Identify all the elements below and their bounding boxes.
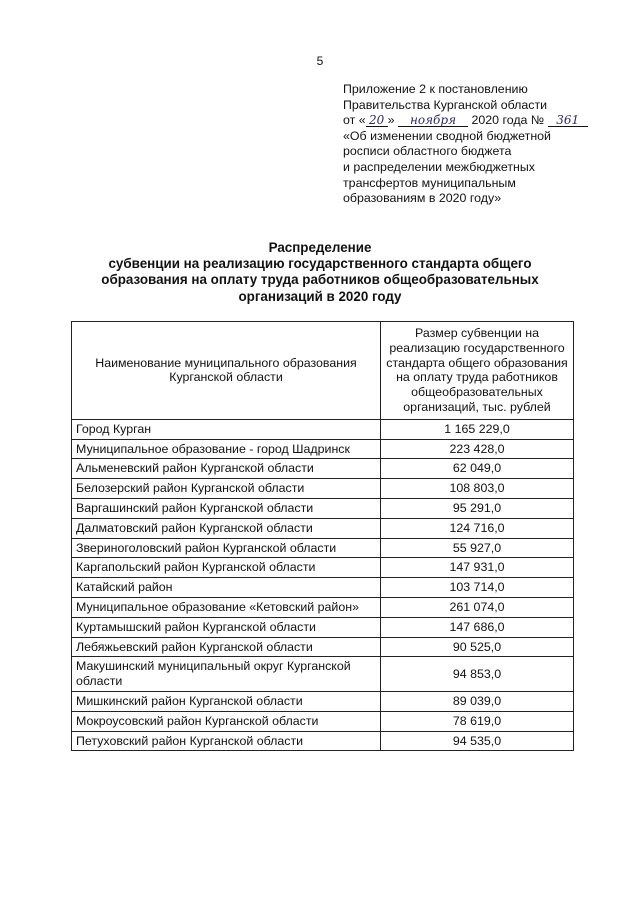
subsidy-amount: 55 927,0: [381, 538, 574, 558]
subsidy-amount: 90 525,0: [381, 637, 574, 657]
table-row: [72, 498, 574, 518]
subsidy-amount: 94 535,0: [381, 731, 574, 751]
municipality-name: Мокроусовский район Курганской области: [72, 711, 381, 731]
subsidy-amount: 223 428,0: [381, 439, 574, 459]
subsidy-amount: 89 039,0: [381, 691, 574, 711]
appendix-date-line: [343, 113, 633, 129]
date-quote-close: »: [387, 113, 395, 128]
year-text: 2020 года №: [471, 113, 545, 128]
table-row: [72, 558, 574, 578]
appendix-line-4: «Об изменении сводной бюджетной: [343, 128, 551, 143]
municipality-name: Город Курган: [72, 419, 381, 439]
table-row: [72, 637, 574, 657]
appendix-line-7: трансфертов муниципальным: [343, 175, 516, 190]
subsidy-amount: 147 686,0: [381, 617, 574, 637]
title-line-2: субвенции на реализацию государственного стандарта общего: [108, 256, 532, 272]
municipality-name: Катайский район: [72, 578, 381, 598]
handwritten-number: 361: [548, 114, 588, 127]
municipality-name: Куртамышский район Курганской области: [72, 617, 381, 637]
table-row: [72, 439, 574, 459]
appendix-line-2: Правительства Курганской области: [343, 97, 548, 112]
table-row: [72, 479, 574, 499]
title-line-3: образования на оплату труда работников общеобразовательных: [101, 272, 539, 288]
appendix-line-8: образованиям в 2020 году»: [343, 191, 502, 206]
document-title: [60, 240, 580, 305]
municipality-name: Альменевский район Курганской области: [72, 459, 381, 479]
table-body: [72, 419, 574, 751]
subsidy-amount: 1 165 229,0: [381, 419, 574, 439]
municipality-name: Мишкинский район Курганской области: [72, 691, 381, 711]
subsidy-amount: 94 853,0: [381, 657, 574, 692]
header-amount: Размер субвенции на реализацию государственного стандарта общего образования на оплату труда работников общеобразовательных организаций, тыс. рублей: [381, 322, 574, 420]
subsidy-amount: 78 619,0: [381, 711, 574, 731]
municipality-name: Муниципальное образование «Кетовский район»: [72, 597, 381, 617]
appendix-line-6: и распределении межбюджетных: [343, 159, 535, 174]
municipality-name: Каргапольский район Курганской области: [72, 558, 381, 578]
date-prefix: от «: [343, 113, 366, 128]
municipality-name: Звериноголовский район Курганской области: [72, 538, 381, 558]
municipality-name: Варгашинский район Курганской области: [72, 498, 381, 518]
municipality-name: Белозерский район Курганской области: [72, 479, 381, 499]
table-row: [72, 617, 574, 637]
appendix-header: [343, 82, 633, 207]
subsidy-amount: 147 931,0: [381, 558, 574, 578]
table-row: [72, 731, 574, 751]
table-row: [72, 578, 574, 598]
table-row: [72, 518, 574, 538]
title-line-1: Распределение: [268, 240, 372, 255]
subsidy-amount: 95 291,0: [381, 498, 574, 518]
page-number: 5: [316, 54, 324, 68]
table-row: [72, 711, 574, 731]
table-row: [72, 419, 574, 439]
municipality-name: Муниципальное образование - город Шадринск: [72, 439, 381, 459]
table-row: [72, 538, 574, 558]
table-row: [72, 657, 574, 692]
table-row: [72, 691, 574, 711]
subsidy-table: [71, 321, 574, 751]
municipality-name: Макушинский муниципальный округ Курганской области: [72, 657, 381, 692]
municipality-name: Далматовский район Курганской области: [72, 518, 381, 538]
subsidy-amount: 108 803,0: [381, 479, 574, 499]
handwritten-day: 20: [366, 114, 388, 127]
table-row: [72, 459, 574, 479]
title-line-4: организаций в 2020 году: [238, 288, 402, 304]
appendix-line-1: Приложение 2 к постановлению: [343, 82, 528, 96]
subsidy-amount: 62 049,0: [381, 459, 574, 479]
handwritten-month: ноября: [398, 114, 468, 127]
subsidy-amount: 103 714,0: [381, 578, 574, 598]
table-row: [72, 597, 574, 617]
subsidy-amount: 124 716,0: [381, 518, 574, 538]
table-header-row: [72, 322, 574, 420]
header-municipality: Наименование муниципального образования Курганской области: [72, 322, 381, 420]
subsidy-amount: 261 074,0: [381, 597, 574, 617]
appendix-line-5: росписи областного бюджета: [343, 144, 512, 159]
municipality-name: Лебяжьевский район Курганской области: [72, 637, 381, 657]
municipality-name: Петуховский район Курганской области: [72, 731, 381, 751]
